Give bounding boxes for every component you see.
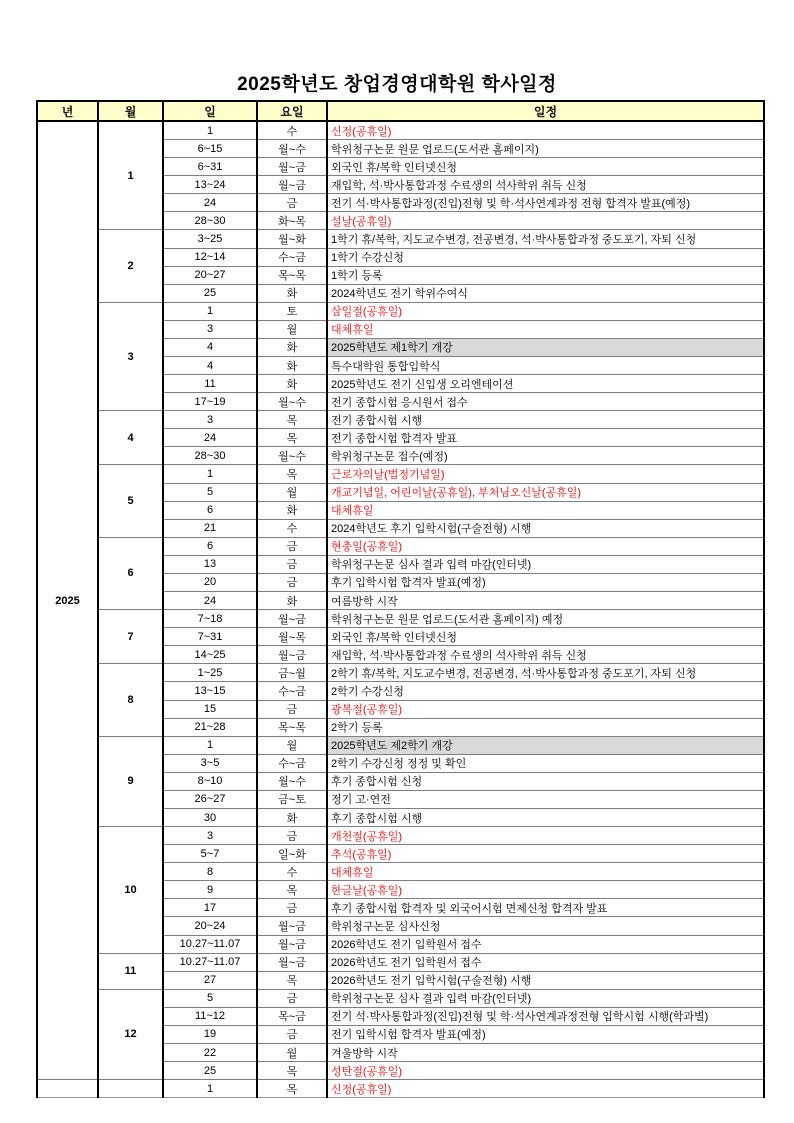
table-row xyxy=(37,827,764,845)
event-cell: 학위청구논문 원문 업로드(도서관 홈페이지) 예정 xyxy=(327,610,764,628)
day-cell: 24 xyxy=(163,429,257,447)
day-cell: 25 xyxy=(163,284,257,302)
month-cell: 10 xyxy=(98,827,163,954)
event-cell: 2025학년도 전기 신입생 오리엔테이션 xyxy=(327,375,764,393)
event-cell: 1학기 수강신청 xyxy=(327,248,764,266)
weekday-cell: 월~금 xyxy=(257,610,327,628)
day-cell: 1~25 xyxy=(163,664,257,682)
weekday-cell: 금 xyxy=(257,989,327,1007)
weekday-cell: 화 xyxy=(257,501,327,519)
day-cell: 13~24 xyxy=(163,176,257,194)
day-cell: 17 xyxy=(163,899,257,917)
weekday-cell: 목 xyxy=(257,411,327,429)
day-cell: 1 xyxy=(163,302,257,320)
weekday-cell: 수~금 xyxy=(257,754,327,772)
day-cell: 1 xyxy=(163,736,257,754)
event-cell: 개천절(공휴일) xyxy=(327,827,764,845)
weekday-cell: 목~목 xyxy=(257,718,327,736)
column-header-month: 월 xyxy=(98,101,163,121)
day-cell: 13 xyxy=(163,555,257,573)
event-cell: 전기 종합시험 응시원서 접수 xyxy=(327,393,764,411)
event-cell: 2025학년도 제2학기 개강 xyxy=(327,736,764,754)
event-cell: 성탄절(공휴일) xyxy=(327,1062,764,1080)
event-cell: 후기 종합시험 합격자 및 외국어시험 면제신청 합격자 발표 xyxy=(327,899,764,917)
event-cell: 2학기 수강신청 정정 및 확인 xyxy=(327,754,764,772)
event-cell: 삼일절(공휴일) xyxy=(327,302,764,320)
month-cell: 11 xyxy=(98,953,163,989)
weekday-cell: 월~금 xyxy=(257,917,327,935)
month-cell xyxy=(98,1080,163,1098)
day-cell: 11 xyxy=(163,375,257,393)
month-cell: 9 xyxy=(98,736,163,826)
event-cell: 2024학년도 후기 입학시험(구술전형) 시행 xyxy=(327,519,764,537)
event-cell: 2학기 휴/복학, 지도교수변경, 전공변경, 석·박사통합과정 중도포기, 자퇴 신청 xyxy=(327,664,764,682)
month-cell: 1 xyxy=(98,121,163,230)
weekday-cell: 금 xyxy=(257,1025,327,1043)
weekday-cell: 화 xyxy=(257,338,327,356)
event-cell: 2026학년도 전기 입학원서 접수 xyxy=(327,953,764,971)
table-row xyxy=(37,664,764,682)
event-cell: 신정(공휴일) xyxy=(327,121,764,140)
day-cell: 1 xyxy=(163,121,257,140)
event-cell: 후기 종합시험 신청 xyxy=(327,772,764,790)
weekday-cell: 월~수 xyxy=(257,140,327,158)
header-row xyxy=(37,101,764,121)
day-cell: 3 xyxy=(163,320,257,338)
event-cell: 후기 종합시험 시행 xyxy=(327,808,764,826)
weekday-cell: 화 xyxy=(257,375,327,393)
weekday-cell: 월~수 xyxy=(257,447,327,465)
weekday-cell: 금 xyxy=(257,537,327,555)
weekday-cell: 금 xyxy=(257,700,327,718)
day-cell: 4 xyxy=(163,338,257,356)
day-cell: 20~24 xyxy=(163,917,257,935)
weekday-cell: 목 xyxy=(257,429,327,447)
event-cell: 전기 입학시험 합격자 발표(예정) xyxy=(327,1025,764,1043)
weekday-cell: 목 xyxy=(257,465,327,483)
weekday-cell: 월~수 xyxy=(257,772,327,790)
event-cell: 학위청구논문 심사 결과 입력 마감(인터넷) xyxy=(327,989,764,1007)
month-cell: 8 xyxy=(98,664,163,736)
day-cell: 21 xyxy=(163,519,257,537)
weekday-cell: 일~화 xyxy=(257,845,327,863)
month-cell: 4 xyxy=(98,411,163,465)
table-edge-stub xyxy=(162,1045,164,1049)
column-header-year: 년 xyxy=(37,101,98,121)
table-row xyxy=(37,465,764,483)
day-cell: 19 xyxy=(163,1025,257,1043)
weekday-cell: 금 xyxy=(257,899,327,917)
month-cell: 7 xyxy=(98,610,163,664)
event-cell: 재입학, 석·박사통합과정 수료생의 석사학위 취득 신청 xyxy=(327,646,764,664)
day-cell: 7~18 xyxy=(163,610,257,628)
weekday-cell: 월 xyxy=(257,320,327,338)
event-cell: 재입학, 석·박사통합과정 수료생의 석사학위 취득 신청 xyxy=(327,176,764,194)
day-cell: 6 xyxy=(163,501,257,519)
weekday-cell: 월~목 xyxy=(257,628,327,646)
weekday-cell: 목 xyxy=(257,1062,327,1080)
table-row xyxy=(37,610,764,628)
day-cell: 17~19 xyxy=(163,393,257,411)
weekday-cell: 금 xyxy=(257,194,327,212)
column-header-day: 일 xyxy=(163,101,257,121)
event-cell: 여름방학 시작 xyxy=(327,592,764,610)
weekday-cell: 수 xyxy=(257,863,327,881)
event-cell: 후기 입학시험 합격자 발표(예정) xyxy=(327,573,764,591)
day-cell: 1 xyxy=(163,1080,257,1098)
page-title: 2025학년도 창업경영대학원 학사일정 xyxy=(237,74,557,95)
event-cell: 학위청구논문 접수(예정) xyxy=(327,447,764,465)
table-row xyxy=(37,953,764,971)
day-cell: 24 xyxy=(163,592,257,610)
day-cell: 5~7 xyxy=(163,845,257,863)
weekday-cell: 월~금 xyxy=(257,646,327,664)
day-cell: 11~12 xyxy=(163,1007,257,1025)
day-cell: 28~30 xyxy=(163,447,257,465)
weekday-cell: 수 xyxy=(257,519,327,537)
day-cell: 3~25 xyxy=(163,230,257,248)
weekday-cell: 월~금 xyxy=(257,935,327,953)
event-cell: 외국인 휴/복학 인터넷신청 xyxy=(327,628,764,646)
month-cell: 2 xyxy=(98,230,163,302)
event-cell: 개교기념일, 어린이날(공휴일), 부처님오신날(공휴일) xyxy=(327,483,764,501)
day-cell: 6~31 xyxy=(163,158,257,176)
event-cell: 전기 종합시험 합격자 발표 xyxy=(327,429,764,447)
event-cell: 2024학년도 전기 학위수여식 xyxy=(327,284,764,302)
event-cell: 근로자의날(법정기념일) xyxy=(327,465,764,483)
day-cell: 22 xyxy=(163,1043,257,1061)
day-cell: 24 xyxy=(163,194,257,212)
event-cell: 특수대학원 통합입학식 xyxy=(327,357,764,375)
day-cell: 9 xyxy=(163,881,257,899)
event-cell: 2학기 등록 xyxy=(327,718,764,736)
weekday-cell: 화 xyxy=(257,592,327,610)
event-cell: 1학기 휴/복학, 지도교수변경, 전공변경, 석·박사통합과정 중도포기, 자퇴 신청 xyxy=(327,230,764,248)
day-cell: 13~15 xyxy=(163,682,257,700)
day-cell: 12~14 xyxy=(163,248,257,266)
weekday-cell: 월~수 xyxy=(257,393,327,411)
month-cell: 6 xyxy=(98,537,163,609)
weekday-cell: 월~금 xyxy=(257,176,327,194)
table-row xyxy=(37,736,764,754)
weekday-cell: 화~목 xyxy=(257,212,327,230)
weekday-cell: 금~토 xyxy=(257,790,327,808)
event-cell: 현충일(공휴일) xyxy=(327,537,764,555)
event-cell: 겨울방학 시작 xyxy=(327,1043,764,1061)
day-cell: 4 xyxy=(163,357,257,375)
weekday-cell: 수~금 xyxy=(257,682,327,700)
weekday-cell: 금 xyxy=(257,555,327,573)
weekday-cell: 목 xyxy=(257,881,327,899)
event-cell: 외국인 휴/복학 인터넷신청 xyxy=(327,158,764,176)
day-cell: 14~25 xyxy=(163,646,257,664)
day-cell: 15 xyxy=(163,700,257,718)
weekday-cell: 월 xyxy=(257,736,327,754)
weekday-cell: 수~금 xyxy=(257,248,327,266)
event-cell: 정기 고·연전 xyxy=(327,790,764,808)
day-cell: 7~31 xyxy=(163,628,257,646)
weekday-cell: 금 xyxy=(257,573,327,591)
event-cell: 학위청구논문 심사 결과 입력 마감(인터넷) xyxy=(327,555,764,573)
year-cell: 2025 xyxy=(37,121,98,1080)
day-cell: 28~30 xyxy=(163,212,257,230)
event-cell: 1학기 등록 xyxy=(327,266,764,284)
table-edge-stub xyxy=(326,1045,328,1049)
day-cell: 21~28 xyxy=(163,718,257,736)
table-edge-stub xyxy=(256,1045,258,1049)
month-cell: 3 xyxy=(98,302,163,410)
weekday-cell: 화 xyxy=(257,284,327,302)
day-cell: 3 xyxy=(163,827,257,845)
day-cell: 8 xyxy=(163,863,257,881)
table-row xyxy=(37,1080,764,1098)
column-header-weekday: 요일 xyxy=(257,101,327,121)
event-cell: 학위청구논문 원문 업로드(도서관 홈페이지) xyxy=(327,140,764,158)
weekday-cell: 화 xyxy=(257,357,327,375)
table-row xyxy=(37,121,764,140)
weekday-cell: 화 xyxy=(257,808,327,826)
weekday-cell: 월~금 xyxy=(257,158,327,176)
day-cell: 25 xyxy=(163,1062,257,1080)
table-edge-stub xyxy=(36,1045,38,1049)
table-row xyxy=(37,411,764,429)
event-cell: 전기 석·박사통합과정(진입)전형 및 학·석사연계과정 전형 합격자 발표(예정) xyxy=(327,194,764,212)
schedule-table xyxy=(36,100,765,1098)
month-cell: 12 xyxy=(98,989,163,1079)
event-cell: 2학기 수강신청 xyxy=(327,682,764,700)
month-cell: 5 xyxy=(98,465,163,537)
column-header-event: 일정 xyxy=(327,101,764,121)
event-cell: 2026학년도 전기 입학시험(구술전형) 시행 xyxy=(327,971,764,989)
day-cell: 20~27 xyxy=(163,266,257,284)
event-cell: 2025학년도 제1학기 개강 xyxy=(327,338,764,356)
day-cell: 6~15 xyxy=(163,140,257,158)
table-row xyxy=(37,537,764,555)
weekday-cell: 금~월 xyxy=(257,664,327,682)
weekday-cell: 목~금 xyxy=(257,1007,327,1025)
weekday-cell: 금 xyxy=(257,827,327,845)
weekday-cell: 수 xyxy=(257,121,327,140)
day-cell: 1 xyxy=(163,465,257,483)
weekday-cell: 목~목 xyxy=(257,266,327,284)
event-cell: 2026학년도 전기 입학원서 접수 xyxy=(327,935,764,953)
event-cell: 설날(공휴일) xyxy=(327,212,764,230)
day-cell: 27 xyxy=(163,971,257,989)
table-edge-stub xyxy=(97,1045,99,1049)
day-cell: 30 xyxy=(163,808,257,826)
event-cell: 전기 종합시험 시행 xyxy=(327,411,764,429)
table-row xyxy=(37,302,764,320)
weekday-cell: 토 xyxy=(257,302,327,320)
event-cell: 신정(공휴일) xyxy=(327,1080,764,1098)
event-cell: 한글날(공휴일) xyxy=(327,881,764,899)
weekday-cell: 월~금 xyxy=(257,953,327,971)
table-row xyxy=(37,989,764,1007)
day-cell: 26~27 xyxy=(163,790,257,808)
day-cell: 10.27~11.07 xyxy=(163,953,257,971)
day-cell: 8~10 xyxy=(163,772,257,790)
year-cell xyxy=(37,1080,98,1098)
weekday-cell: 월 xyxy=(257,483,327,501)
weekday-cell: 목 xyxy=(257,1080,327,1098)
event-cell: 광복절(공휴일) xyxy=(327,700,764,718)
event-cell: 대체휴일 xyxy=(327,320,764,338)
table-row xyxy=(37,230,764,248)
event-cell: 전기 석·박사통합과정(진입)전형 및 학·석사연계과정전형 입학시험 시행(학과별) xyxy=(327,1007,764,1025)
event-cell: 대체휴일 xyxy=(327,863,764,881)
weekday-cell: 월 xyxy=(257,1043,327,1061)
event-cell: 학위청구논문 심사신청 xyxy=(327,917,764,935)
day-cell: 10.27~11.07 xyxy=(163,935,257,953)
day-cell: 3 xyxy=(163,411,257,429)
day-cell: 5 xyxy=(163,989,257,1007)
weekday-cell: 목 xyxy=(257,971,327,989)
day-cell: 3~5 xyxy=(163,754,257,772)
day-cell: 6 xyxy=(163,537,257,555)
day-cell: 5 xyxy=(163,483,257,501)
event-cell: 추석(공휴일) xyxy=(327,845,764,863)
weekday-cell: 월~화 xyxy=(257,230,327,248)
event-cell: 대체휴일 xyxy=(327,501,764,519)
day-cell: 20 xyxy=(163,573,257,591)
